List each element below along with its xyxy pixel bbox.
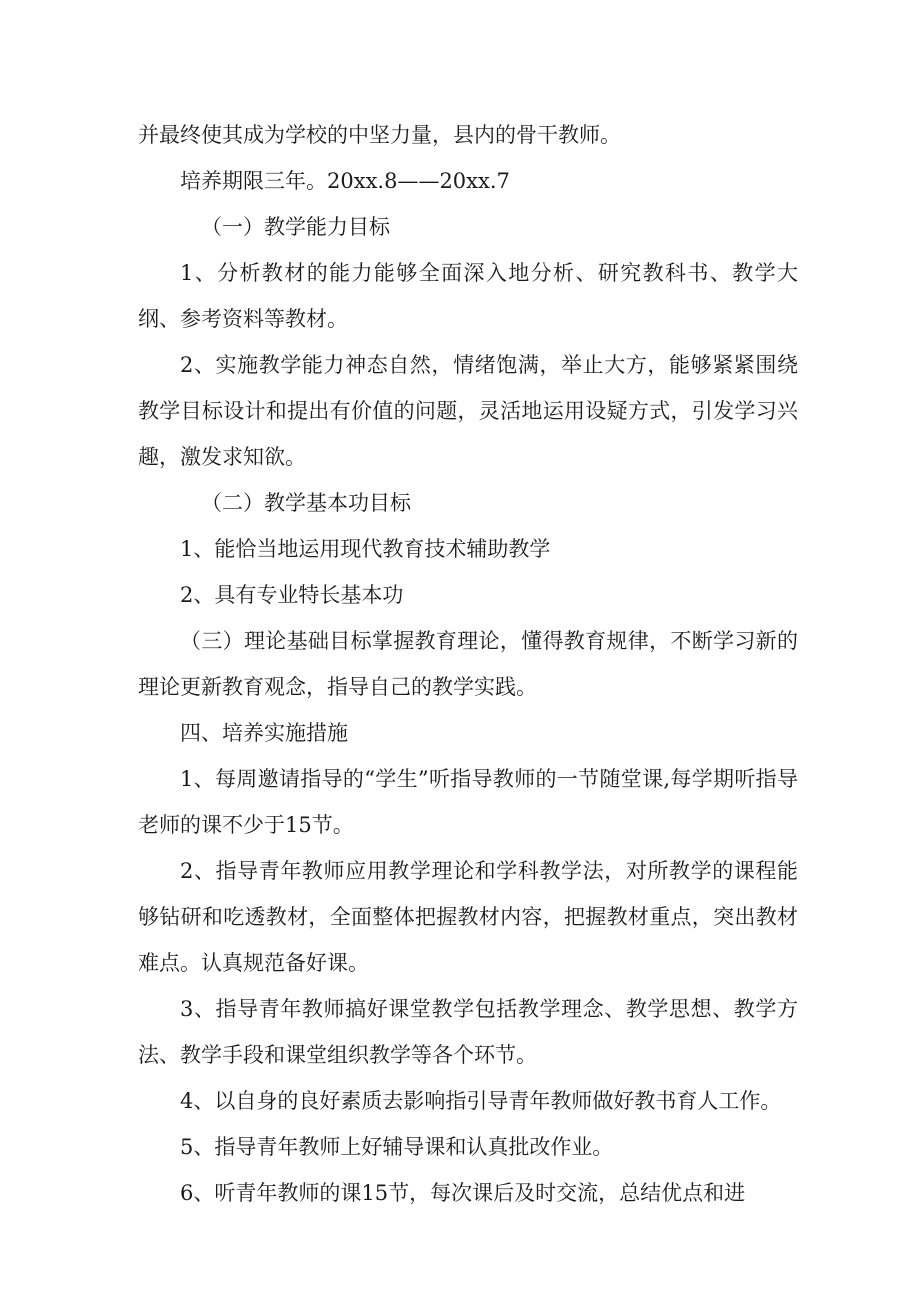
paragraph: 6、听青年教师的课15节，每次课后及时交流，总结优点和进: [180, 1181, 746, 1205]
paragraph: 并最终使其成为学校的中坚力量，县内的骨干教师。: [138, 123, 621, 147]
paragraph: 2、指导青年教师应用教学理论和学科教学法，对所教学的课程能够钻研和吃透教材，全面整体把握教材内容，把握教材重点，突出教材难点。认真规范备好课。: [138, 859, 798, 975]
document-body: [138, 112, 798, 1216]
paragraph: 1、能恰当地运用现代教育技术辅助教学: [180, 537, 551, 561]
paragraph: 2、具有专业特长基本功: [180, 583, 404, 607]
paragraph: （三）理论基础目标掌握教育理论，懂得教育规律，不断学习新的理论更新教育观念，指导自己的教学实践。: [138, 629, 798, 699]
paragraph: 3、指导青年教师搞好课堂教学包括教学理念、教学思想、教学方法、教学手段和课堂组织教学等各个环节。: [138, 997, 798, 1067]
paragraph: 5、指导青年教师上好辅导课和认真批改作业。: [180, 1135, 614, 1159]
paragraph: 1、分析教材的能力能够全面深入地分析、研究教科书、教学大纲、参考资料等教材。: [138, 261, 798, 331]
paragraph: 4、以自身的良好素质去影响指引导青年教师做好教书育人工作。: [180, 1089, 782, 1113]
paragraph: 1、每周邀请指导的“学生”听指导教师的一节随堂课,每学期听指导老师的课不少于15节。: [138, 767, 798, 837]
section-heading: （二）教学基本功目标: [201, 491, 411, 515]
section-heading: 四、培养实施措施: [180, 721, 348, 745]
paragraph: 2、实施教学能力神态自然，情绪饱满，举止大方，能够紧紧围绕教学目标设计和提出有价值的问题，灵活地运用设疑方式，引发学习兴趣，激发求知欲。: [138, 353, 798, 469]
section-heading: （一）教学能力目标: [201, 215, 390, 239]
paragraph: 培养期限三年。20xx.8——20xx.7: [180, 169, 510, 193]
